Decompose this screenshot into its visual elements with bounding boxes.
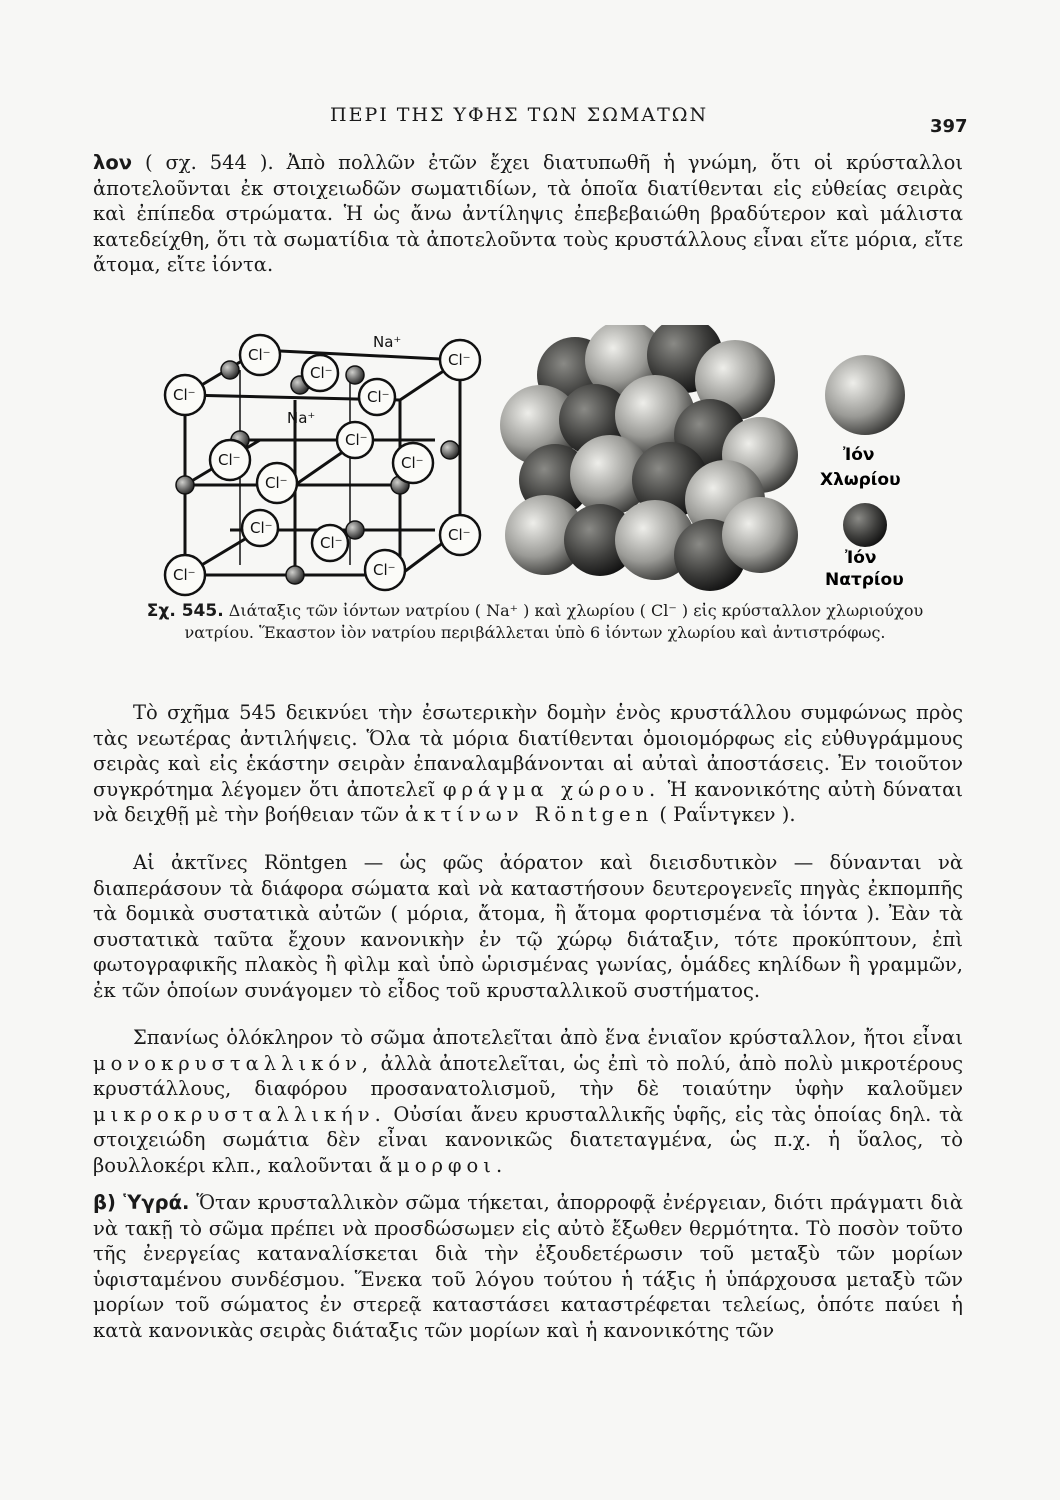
figure-number: Σχ. 545. bbox=[146, 601, 224, 621]
legend-sodium-line1: Ἰόν bbox=[845, 548, 877, 568]
paragraph-xrays bbox=[93, 850, 963, 1003]
figure-caption bbox=[140, 600, 930, 644]
continued-word: λον bbox=[93, 151, 133, 174]
sodium-ion bbox=[346, 521, 364, 539]
paragraph-text: ( σχ. 544 ). Ἀπὸ πολλῶν ἐτῶν ἔχει διατυπωθῆ ἡ γνώμη, ὅτι οἱ κρύσταλλοι ἀποτελοῦνται ἐκ στοιχειωδῶν σωματιδίων, τὰ ὁποῖα διατίθενται εἰς εὐθείας σειρὰς καὶ ἐπίπεδα στρώματα. Ἡ ὡς ἄνω ἀντίληψις ἐπεβεβαιώθη βραδύτερον καὶ μάλιστα κατεδείχθη, ὅτι τὰ σωματίδια τὰ ἀποτελοῦντα τοὺς κρυστάλλους εἶναι εἴτε μόρια, εἴτε ἄτομα, εἴτε ἰόντα. bbox=[93, 151, 963, 276]
chloride-label: Cl⁻ bbox=[367, 388, 390, 406]
sodium-ion-legend-ball bbox=[843, 503, 887, 547]
chloride-label: Cl⁻ bbox=[250, 519, 273, 537]
emphasized-term: μικροκρυσταλλικήν. bbox=[93, 1102, 386, 1126]
paragraph-text: Ἡ κανονικότης αὐτὴ δύναται νὰ δειχθῇ μὲ τὴν βοήθειαν τῶν bbox=[93, 777, 963, 826]
section-heading: β) Ὑγρά. bbox=[93, 1191, 190, 1214]
lattice-edge bbox=[260, 350, 460, 360]
paragraph-text: ἀλλὰ ἀποτελεῖται, ὡς ἐπὶ τὸ πολύ, ἀπὸ πολὺ μικροτέρους κρυστάλλους, διαφόρου προσανατολισμοῦ, τὴν δὲ τοιαύτην ὑφὴν καλοῦμεν bbox=[93, 1051, 963, 1100]
sodium-ion bbox=[176, 476, 194, 494]
running-head: ΠΕΡΙ ΤΗΣ ΥΦΗΣ ΤΩΝ ΣΩΜΑΤΩΝ bbox=[330, 104, 709, 126]
sphere-packing-model bbox=[500, 325, 798, 591]
paragraph-text: Τὸ σχῆμα 545 δεικνύει τὴν ἐσωτερικὴν δομὴν ἑνὸς κρυστάλλου συμφώνως πρὸς τὰς νεωτέρας ἀντιλήψεις. Ὅλα τὰ μόρια διατίθενται ὁμοιομόρφως εἰς εὐθυγράμμους σειρὰς καὶ εἰς ἑκάστην σειρὰν ἐπαναλαμβάνονται αἱ αὐταὶ ἀποστάσεις. Ἐν τοιοῦτον συγκρότημα λέγομεν ὅτι ἀποτελεῖ bbox=[93, 701, 963, 801]
chloride-label: Cl⁻ bbox=[345, 431, 368, 449]
figure-illustration bbox=[155, 325, 930, 605]
figure-545 bbox=[155, 325, 930, 605]
sodium-ion bbox=[221, 361, 239, 379]
sodium-ion bbox=[441, 441, 459, 459]
chloride-ion-legend-ball bbox=[825, 355, 905, 435]
sodium-ion bbox=[286, 566, 304, 584]
emphasized-term: μονοκρυσταλλικόν, bbox=[93, 1051, 374, 1075]
paragraph-text: Ὅταν κρυσταλλικὸν σῶμα τήκεται, ἀπορροφᾷ ἐνέργειαν, διότι πράγματι διὰ νὰ τακῇ τὸ σῶμα πρέπει νὰ προσδώσωμεν εἰς αὐτὸ ἔξωθεν θερμότητα. Τὸ ποσὸν τοῦτο τῆς ἐνεργείας καταναλίσκεται διὰ τὴν ἐξουδετέρωσιν τοῦ μεταξὺ τῶν μορίων ὑφισταμένου συνδέσμου. Ἕνεκα τοῦ λόγου τούτου ἡ τάξις ἡ ὑπάρχουσα μεταξὺ τῶν μορίων τοῦ σώματος ἐν στερεᾷ καταστάσει καταστρέφεται τελείως, ὁπότε παύει ἡ κατὰ κανονικὰς σειρὰς διάταξις τῶν μορίων καὶ ἡ κανονικότης τῶν bbox=[93, 1191, 964, 1342]
chloride-label: Cl⁻ bbox=[310, 364, 333, 382]
paragraph-text: Σπανίως ὁλόκληρον τὸ σῶμα ἀποτελεῖται ἀπὸ ἕνα ἑνιαῖον κρύσταλλον, ἤτοι εἶναι bbox=[133, 1026, 963, 1049]
legend-chloride-line1: Ἰόν bbox=[843, 445, 875, 465]
paragraph-intro bbox=[93, 150, 963, 278]
paragraph-liquids bbox=[93, 1190, 963, 1343]
chloride-label: Cl⁻ bbox=[320, 534, 343, 552]
figure-legend bbox=[820, 355, 905, 590]
chloride-label: Cl⁻ bbox=[218, 451, 241, 469]
paragraph-crystal-structure bbox=[93, 700, 963, 828]
chloride-label: Cl⁻ bbox=[173, 566, 196, 584]
sodium-label: Na⁺ bbox=[287, 409, 316, 427]
chloride-label: Cl⁻ bbox=[448, 526, 471, 544]
page-header bbox=[0, 100, 1060, 140]
sodium-ion bbox=[346, 366, 364, 384]
paragraph-text: Αἱ ἀκτῖνες Röntgen — ὡς φῶς ἀόρατον καὶ διεισδυτικὸν — δύνανται νὰ διαπεράσουν τὰ διάφορα σώματα καὶ νὰ καταστήσουν δευτερογενεῖς πηγὰς ἐκπομπῆς τὰ δομικὰ συστατικὰ αὐτῶν ( μόρια, ἄτομα, ἢ ἄτομα φορτισμένα τὰ ἰόντα ). Ἐὰν τὰ συστατικὰ ταῦτα ἔχουν κανονικὴν ἐν τῷ χώρῳ διάταξιν, τότε προκύπτουν, ἐπὶ φωτογραφικῆς πλακὸς ἢ φὶλμ καὶ ὑπὸ ὡρισμένας γωνίας, ὁμάδες κηλίδων ἢ γραμμῶν, ἐκ τῶν ὁποίων συνάγομεν τὸ εἶδος τοῦ κρυσταλλικοῦ συστήματος. bbox=[93, 851, 963, 1002]
emphasized-term: φράγμα χώρου. bbox=[442, 777, 661, 801]
sphere bbox=[722, 497, 798, 573]
legend-chloride-line2: Χλωρίου bbox=[820, 470, 901, 490]
chloride-label: Cl⁻ bbox=[248, 346, 271, 364]
chloride-label: Cl⁻ bbox=[373, 561, 396, 579]
sodium-label: Na⁺ bbox=[373, 333, 402, 351]
emphasized-term: ἄμορφοι. bbox=[378, 1153, 508, 1177]
chloride-label: Cl⁻ bbox=[448, 351, 471, 369]
chloride-label: Cl⁻ bbox=[173, 386, 196, 404]
chloride-label: Cl⁻ bbox=[265, 474, 288, 492]
emphasized-term: ἀκτίνων Röntgen bbox=[405, 803, 654, 826]
paragraph-text: ( Ραΐντγκεν ). bbox=[653, 803, 796, 826]
legend-sodium-line2: Νατρίου bbox=[825, 570, 904, 590]
paragraph-polycrystalline bbox=[93, 1025, 963, 1178]
page-number: 397 bbox=[930, 116, 968, 137]
chloride-label: Cl⁻ bbox=[401, 454, 424, 472]
caption-text: Διάταξις τῶν ἰόντων νατρίου ( Na⁺ ) καὶ χλωρίου ( Cl⁻ ) εἰς κρύσταλλον χλωριούχου νατρίου. Ἕκαστον ἰὸν νατρίου περιβάλλεται ὑπὸ 6 ἰόντων χλωρίου καὶ ἀντιστρόφως. bbox=[184, 601, 924, 642]
paragraph-text: Οὐσίαι ἄνευ κρυσταλλικῆς ὑφῆς, εἰς τὰς ὁποίας δηλ. τὰ στοιχειώδη σωμάτια δὲν εἶναι κανονικῶς διατεταγμένα, ὡς π.χ. ἡ ὕαλος, τὸ βουλλοκέρι κλπ., καλοῦνται bbox=[93, 1102, 963, 1177]
